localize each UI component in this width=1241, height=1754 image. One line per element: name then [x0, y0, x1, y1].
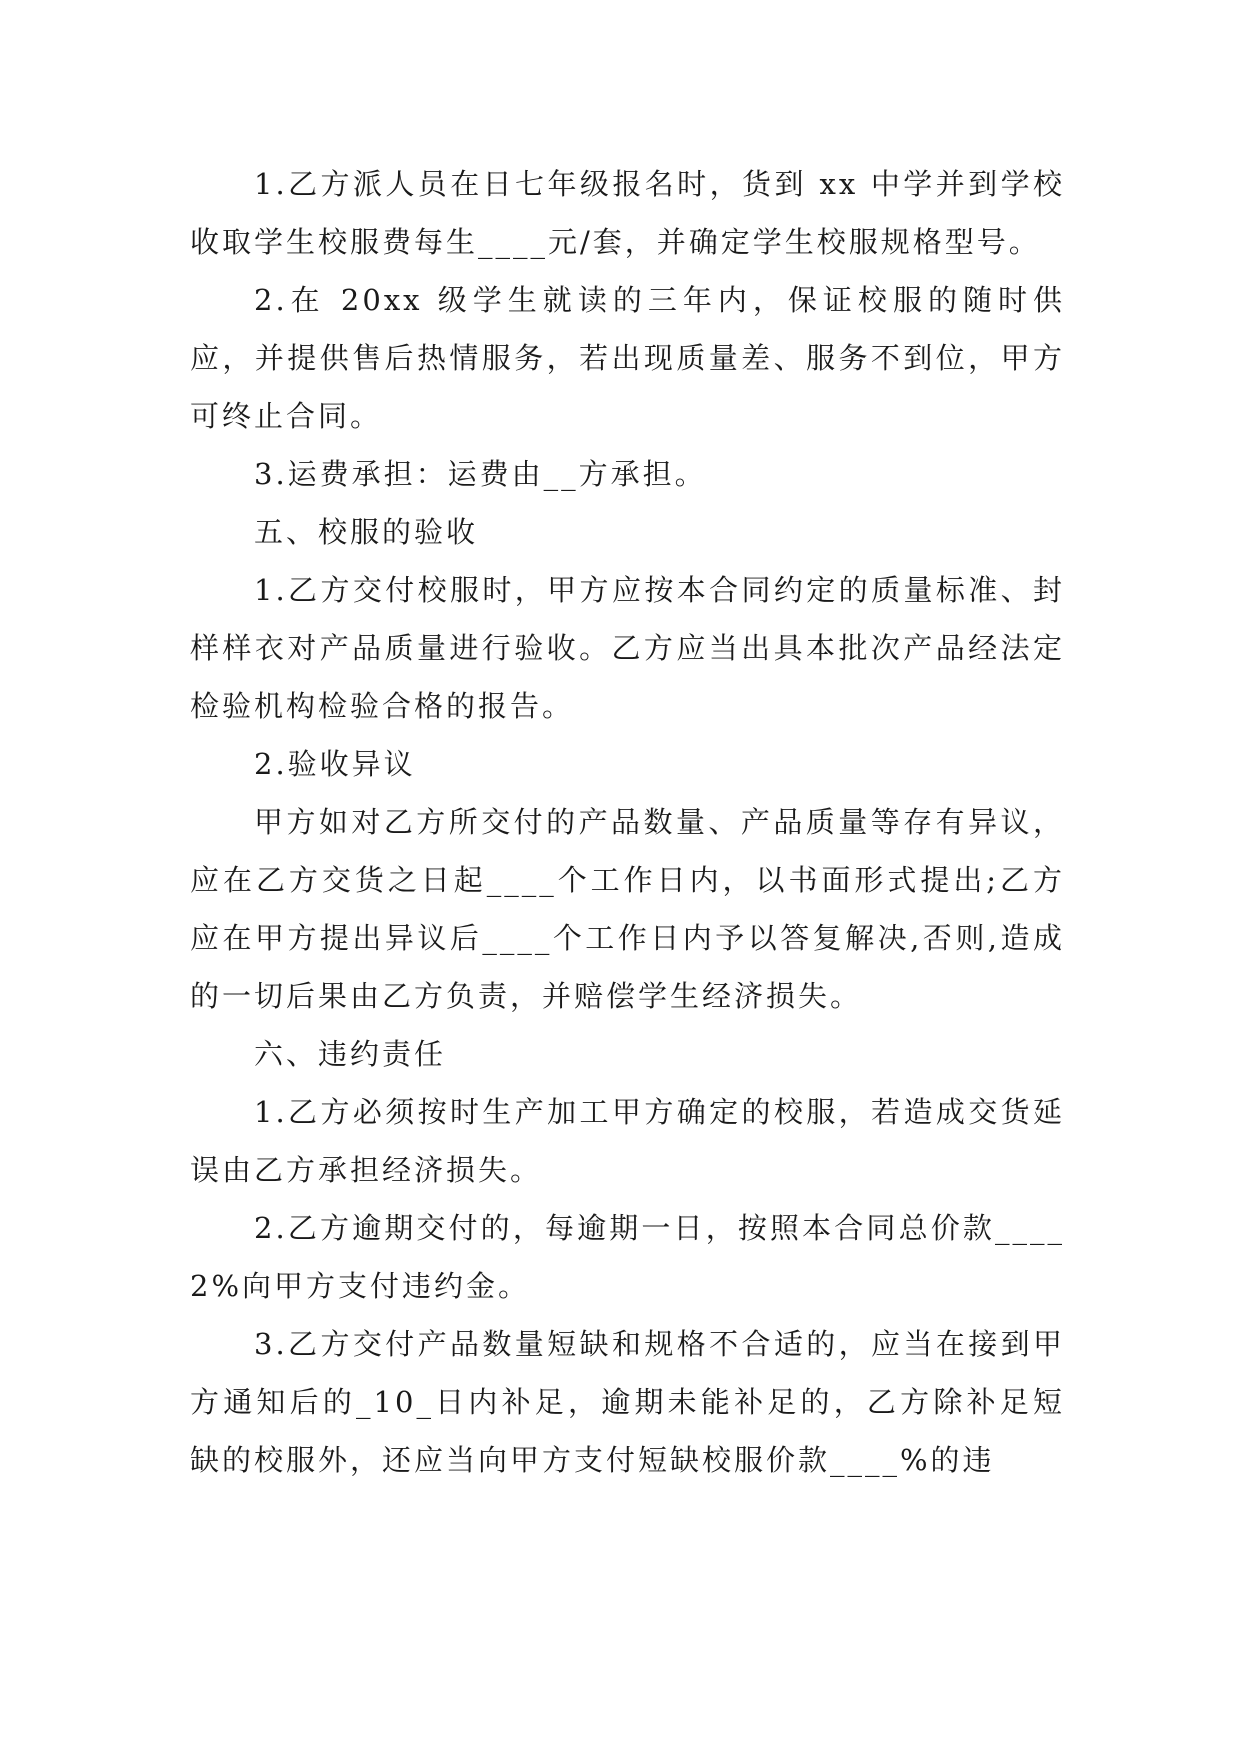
document-body: [190, 155, 1065, 1489]
paragraph-shortage: 3.乙方交付产品数量短缺和规格不合适的，应当在接到甲方通知后的_10_日内补足，逾期未能补足的，乙方除补足短缺的校服外，还应当向甲方支付短缺校服价款____%的违: [190, 1327, 1065, 1477]
paragraph-supply-guarantee: 2.在 20xx 级学生就读的三年内，保证校服的随时供应，并提供售后热情服务，若出现质量差、服务不到位，甲方可终止合同。: [190, 283, 1065, 433]
section-heading-liability: 六、违约责任: [254, 1037, 447, 1071]
paragraph-late-penalty: 2.乙方逾期交付的，每逾期一日，按照本合同总价款____2%向甲方支付违约金。: [190, 1211, 1065, 1303]
section-heading-acceptance: 五、校服的验收: [254, 515, 479, 549]
paragraph-acceptance-standard: 1.乙方交付校服时，甲方应按本合同约定的质量标准、封样样衣对产品质量进行验收。乙方应当出具本批次产品经法定检验机构检验合格的报告。: [190, 573, 1065, 723]
paragraph-delay-loss: 1.乙方必须按时生产加工甲方确定的校服，若造成交货延误由乙方承担经济损失。: [190, 1095, 1065, 1187]
paragraph-delivery-fee: 1.乙方派人员在日七年级报名时，货到 xx 中学并到学校收取学生校服费每生____元/套，并确定学生校服规格型号。: [190, 167, 1065, 259]
subheading-acceptance-objection: 2.验收异议: [254, 747, 416, 781]
paragraph-objection-details: 甲方如对乙方所交付的产品数量、产品质量等存有异议，应在乙方交货之日起____个工作日内，以书面形式提出;乙方应在甲方提出异议后____个工作日内予以答复解决,否则,造成的一切后果由乙方负责，并赔偿学生经济损失。: [190, 805, 1065, 1013]
paragraph-freight: 3.运费承担：运费由__方承担。: [254, 457, 707, 491]
